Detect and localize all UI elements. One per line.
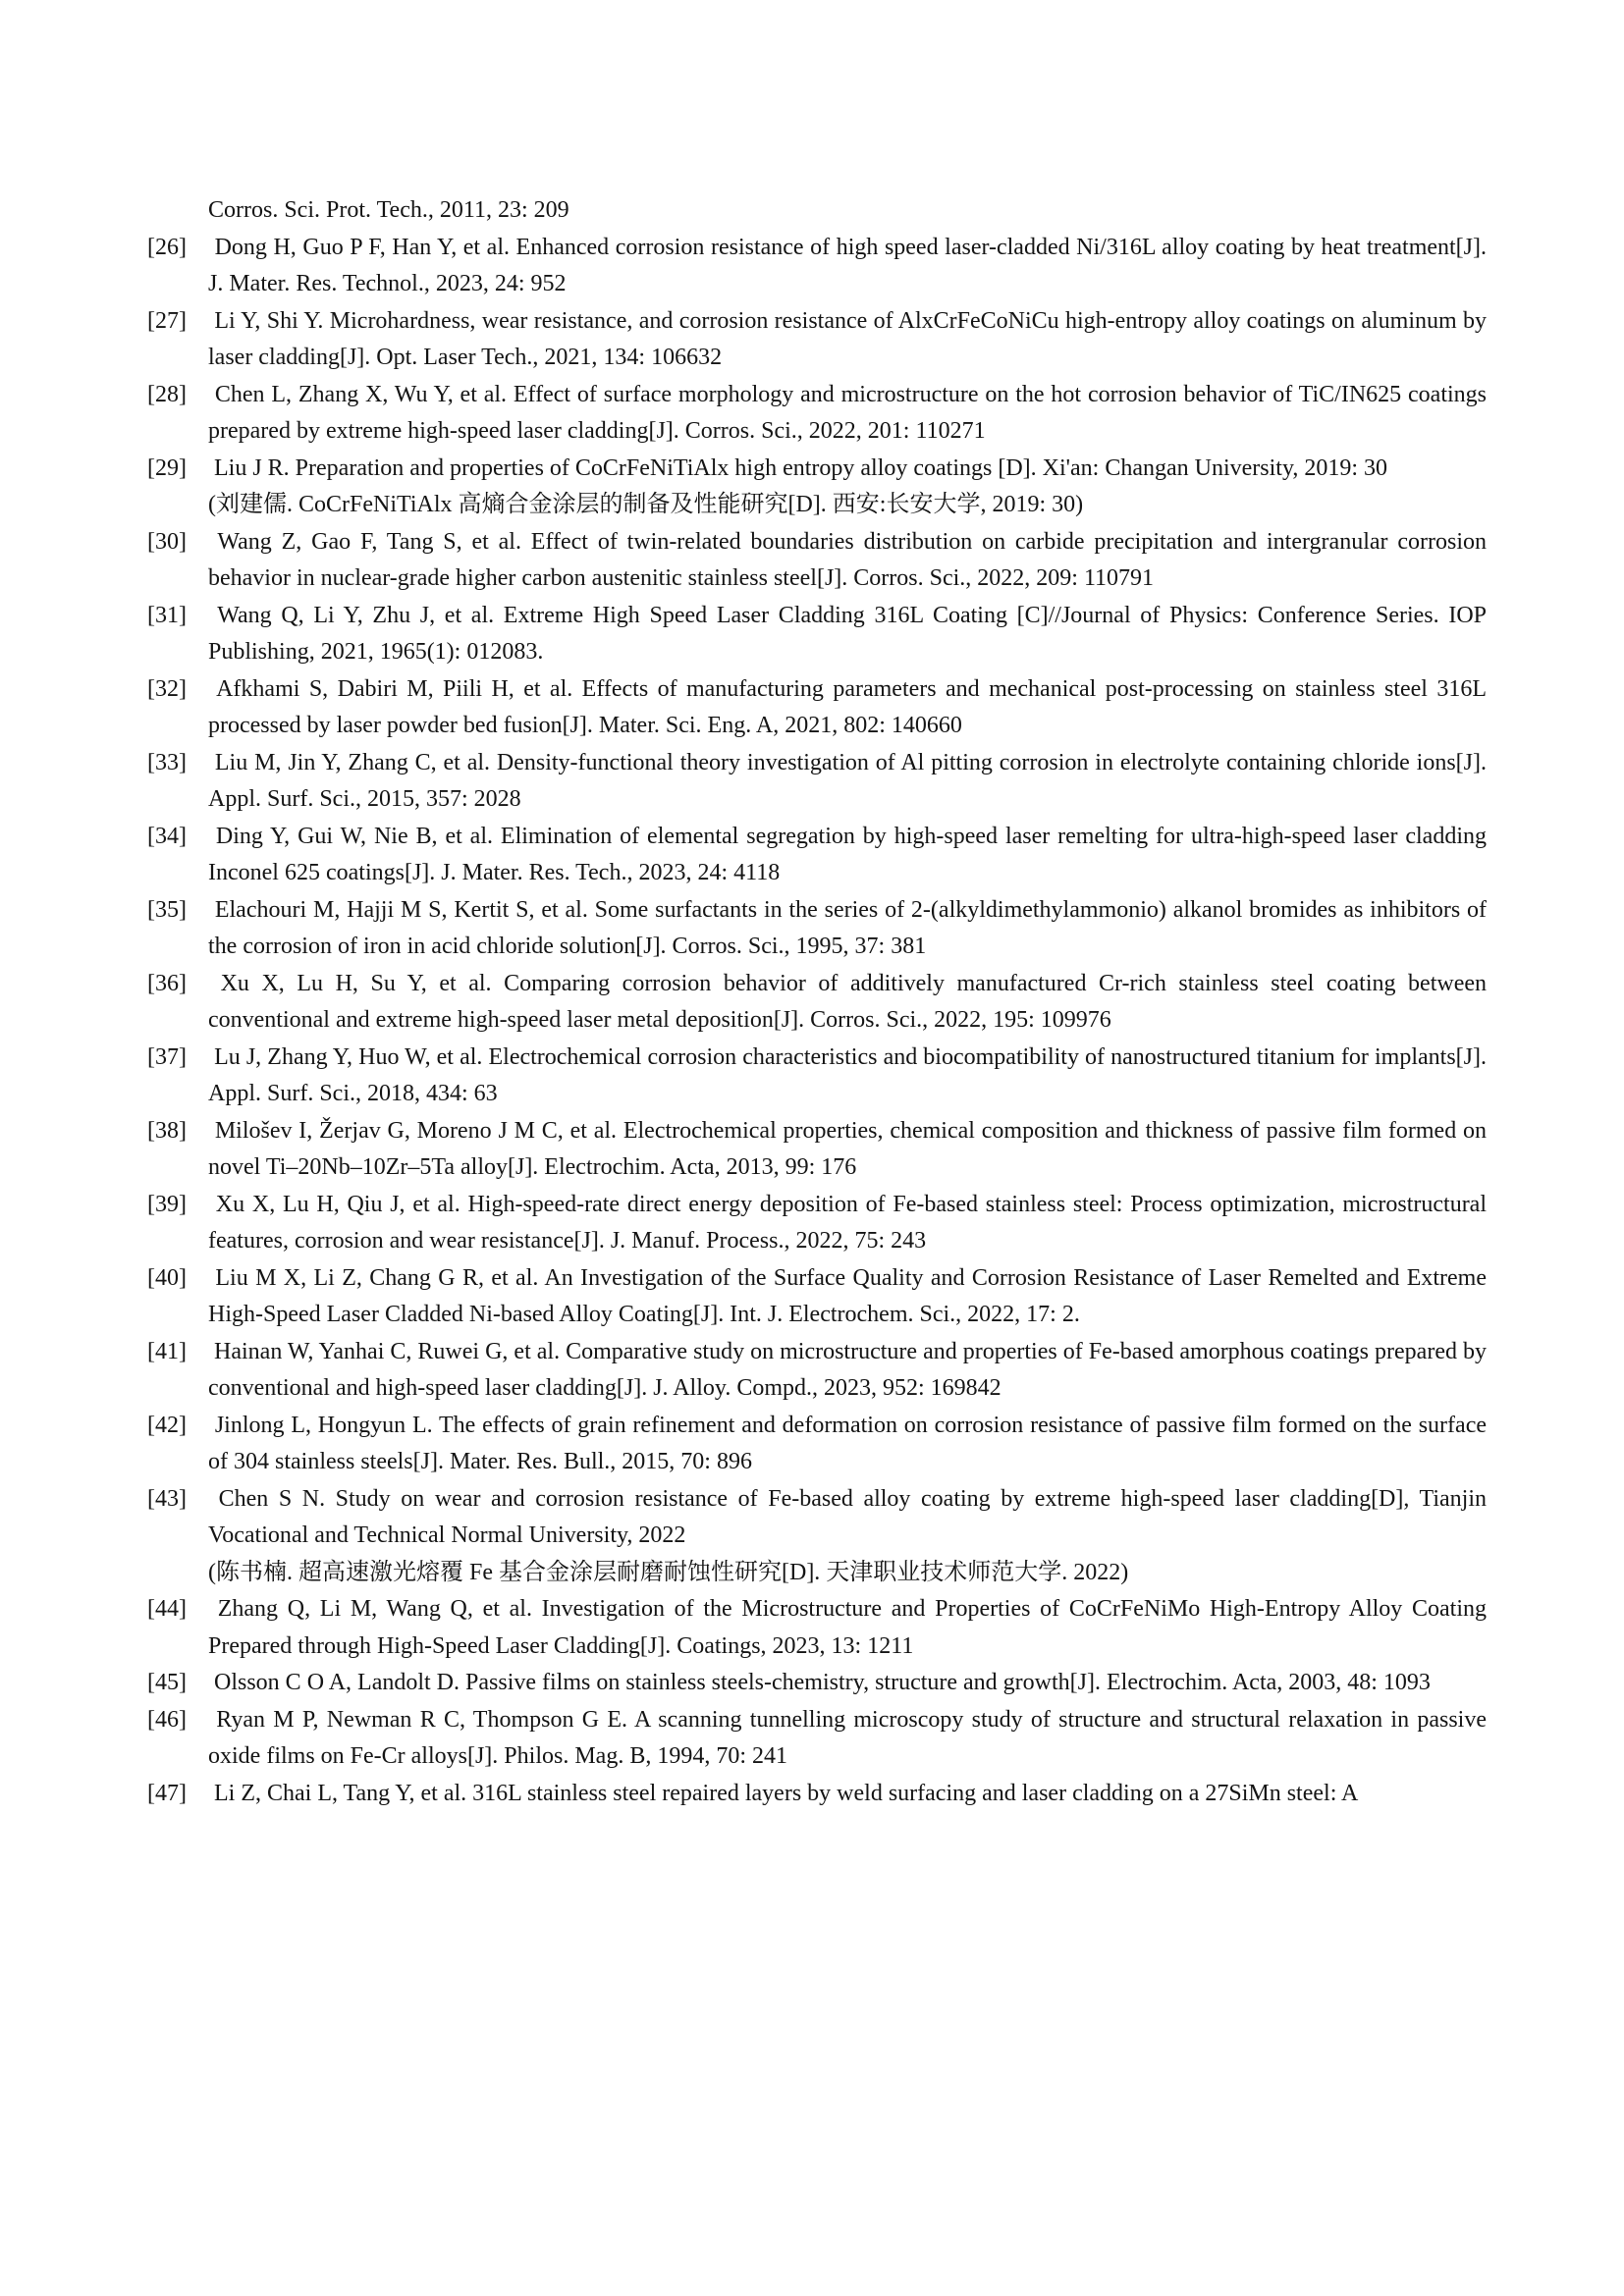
reference-item	[147, 745, 1487, 819]
reference-number: [40]	[147, 1264, 187, 1291]
reference-text: Chen S N. Study on wear and corrosion resistance of Fe-based alloy coating by extreme high-speed laser cladding[D], Tianjin Vocational and Technical Normal University, 2022	[208, 1485, 1488, 1548]
reference-item	[147, 966, 1487, 1040]
reference-text: Wang Q, Li Y, Zhu J, et al. Extreme High Speed Laser Cladding 316L Coating [C]//Journal of Physics: Conference Series. IOP Publishing, 2021, 1965(1): 012083.	[208, 602, 1487, 665]
reference-text: Wang Z, Gao F, Tang S, et al. Effect of twin-related boundaries distribution on carbide precipitation and intergranular corrosion behavior in nuclear-grade higher carbon austenitic stainless steel[J]. Corros. Sci., 2022, 209: 110791	[208, 528, 1487, 591]
reference-text: Hainan W, Yanhai C, Ruwei G, et al. Comparative study on microstructure and properties of Fe-based amorphous coatings prepared by conventional and high-speed laser cladding[J]. J. Alloy. Compd., 2023, 952: 169842	[208, 1338, 1487, 1401]
reference-item	[147, 819, 1487, 892]
reference-item	[147, 892, 1487, 966]
reference-text: Olsson C O A, Landolt D. Passive films on stainless steels-chemistry, structure and growth[J]. Electrochim. Acta, 2003, 48: 1093	[214, 1670, 1431, 1695]
reference-text: Li Y, Shi Y. Microhardness, wear resistance, and corrosion resistance of AlxCrFeCoNiCu high-entropy alloy coatings on aluminum by laser cladding[J]. Opt. Laser Tech., 2021, 134: 106632	[208, 307, 1488, 370]
reference-number: [32]	[147, 675, 187, 702]
reference-number: [28]	[147, 381, 187, 407]
reference-text: Milošev I, Žerjav G, Moreno J M C, et al. Electrochemical properties, chemical composition and thickness of passive film formed on novel Ti–20Nb–10Zr–5Ta alloy[J]. Electrochim. Acta, 2013, 99: 176	[208, 1117, 1487, 1180]
reference-item	[147, 451, 1487, 524]
reference-item	[147, 377, 1487, 451]
reference-text: Li Z, Chai L, Tang Y, et al. 316L stainless steel repaired layers by weld surfacing and laser cladding on a 27SiMn steel: A	[214, 1780, 1359, 1806]
reference-list	[147, 230, 1487, 1813]
reference-number: [44]	[147, 1596, 187, 1622]
reference-item	[147, 598, 1487, 671]
reference-number: [26]	[147, 234, 187, 260]
reference-item	[147, 1187, 1487, 1260]
reference-number: [36]	[147, 970, 187, 996]
reference-item	[147, 1702, 1487, 1776]
reference-number: [34]	[147, 823, 187, 849]
continuation-line: Corros. Sci. Prot. Tech., 2011, 23: 209	[208, 197, 569, 223]
reference-number: [39]	[147, 1191, 187, 1217]
reference-number: [37]	[147, 1043, 187, 1070]
reference-number: [41]	[147, 1338, 187, 1364]
reference-item	[147, 230, 1487, 303]
reference-item	[147, 1481, 1487, 1592]
reference-item	[147, 524, 1487, 598]
reference-text: Liu M X, Li Z, Chang G R, et al. An Investigation of the Surface Quality and Corrosion Resistance of Laser Remelted and Extreme High-Speed Laser Cladded Ni-based Alloy Coating[J]. Int. J. Electrochem. Sci., 2022, 17: 2.	[208, 1264, 1487, 1327]
reference-text: Zhang Q, Li M, Wang Q, et al. Investigation of the Microstructure and Properties of CoCrFeNiMo High-Entropy Alloy Coating Prepared through High-Speed Laser Cladding[J]. Coatings, 2023, 13: 1211	[208, 1596, 1487, 1659]
reference-number: [33]	[147, 749, 187, 775]
reference-text: Xu X, Lu H, Su Y, et al. Comparing corrosion behavior of additively manufactured Cr-rich stainless steel coating between conventional and extreme high-speed laser metal deposition[J]. Corros. Sci., 2022, 195: 109976	[208, 970, 1488, 1033]
reference-item	[147, 1408, 1487, 1481]
reference-number: [38]	[147, 1117, 187, 1144]
reference-text: Liu J R. Preparation and properties of CoCrFeNiTiAlx high entropy alloy coatings [D]. Xi'an: Changan University, 2019: 30	[214, 454, 1388, 481]
reference-number: [43]	[147, 1485, 187, 1512]
reference-item	[147, 1113, 1487, 1187]
reference-number: [46]	[147, 1706, 187, 1733]
reference-number: [35]	[147, 896, 187, 923]
reference-item	[147, 1591, 1487, 1665]
reference-number: [31]	[147, 602, 187, 628]
reference-note-chinese: (陈书楠. 超高速激光熔覆 Fe 基合金涂层耐磨耐蚀性研究[D]. 天津职业技术师范大学. 2022)	[208, 1559, 1129, 1585]
reference-text: Lu J, Zhang Y, Huo W, et al. Electrochemical corrosion characteristics and biocompatibility of nanostructured titanium for implants[J]. Appl. Surf. Sci., 2018, 434: 63	[208, 1043, 1487, 1106]
reference-item	[147, 1260, 1487, 1334]
reference-text: Jinlong L, Hongyun L. The effects of grain refinement and deformation on corrosion resistance of passive film formed on the surface of 304 stainless steels[J]. Mater. Res. Bull., 2015, 70: 896	[208, 1412, 1487, 1474]
reference-item	[147, 1334, 1487, 1408]
reference-item	[147, 1040, 1487, 1113]
reference-text: Elachouri M, Hajji M S, Kertit S, et al. Some surfactants in the series of 2-(alkyldimethylammonio) alkanol bromides as inhibitors of the corrosion of iron in acid chloride solution[J]. Corros. Sci., 1995, 37: 381	[208, 896, 1488, 959]
reference-note-chinese: (刘建儒. CoCrFeNiTiAlx 高熵合金涂层的制备及性能研究[D]. 西安:长安大学, 2019: 30)	[208, 492, 1084, 517]
reference-text: Ryan M P, Newman R C, Thompson G E. A scanning tunnelling microscopy study of structure and structural relaxation in passive oxide films on Fe-Cr alloys[J]. Philos. Mag. B, 1994, 70: 241	[208, 1706, 1487, 1769]
reference-number: [29]	[147, 454, 187, 481]
reference-text: Ding Y, Gui W, Nie B, et al. Elimination of elemental segregation by high-speed laser remelting for ultra-high-speed laser cladding Inconel 625 coatings[J]. J. Mater. Res. Tech., 2023, 24: 4118	[208, 823, 1488, 885]
reference-text: Chen L, Zhang X, Wu Y, et al. Effect of surface morphology and microstructure on the hot corrosion behavior of TiC/IN625 coatings prepared by extreme high-speed laser cladding[J]. Corros. Sci., 2022, 201: 110271	[208, 381, 1488, 444]
reference-item	[147, 1776, 1487, 1813]
reference-number: [42]	[147, 1412, 187, 1438]
reference-item	[147, 303, 1487, 377]
references-content	[147, 192, 1487, 1812]
reference-number: [27]	[147, 307, 187, 334]
reference-number: [30]	[147, 528, 187, 555]
reference-text: Afkhami S, Dabiri M, Piili H, et al. Effects of manufacturing parameters and mechanical post-processing on stainless steel 316L processed by laser powder bed fusion[J]. Mater. Sci. Eng. A, 2021, 802: 140660	[208, 675, 1487, 738]
reference-text: Liu M, Jin Y, Zhang C, et al. Density-functional theory investigation of Al pitting corrosion in electrolyte containing chloride ions[J]. Appl. Surf. Sci., 2015, 357: 2028	[208, 749, 1488, 812]
reference-item	[147, 1665, 1487, 1702]
reference-text: Dong H, Guo P F, Han Y, et al. Enhanced corrosion resistance of high speed laser-cladded Ni/316L alloy coating by heat treatment[J]. J. Mater. Res. Technol., 2023, 24: 952	[208, 234, 1488, 296]
reference-number: [45]	[147, 1670, 187, 1695]
reference-number: [47]	[147, 1780, 187, 1806]
reference-text: Xu X, Lu H, Qiu J, et al. High-speed-rate direct energy deposition of Fe-based stainless steel: Process optimization, microstructural features, corrosion and wear resistance[J]. J. Manuf. Process., 2022, 75: 243	[208, 1191, 1488, 1254]
reference-item	[147, 671, 1487, 745]
